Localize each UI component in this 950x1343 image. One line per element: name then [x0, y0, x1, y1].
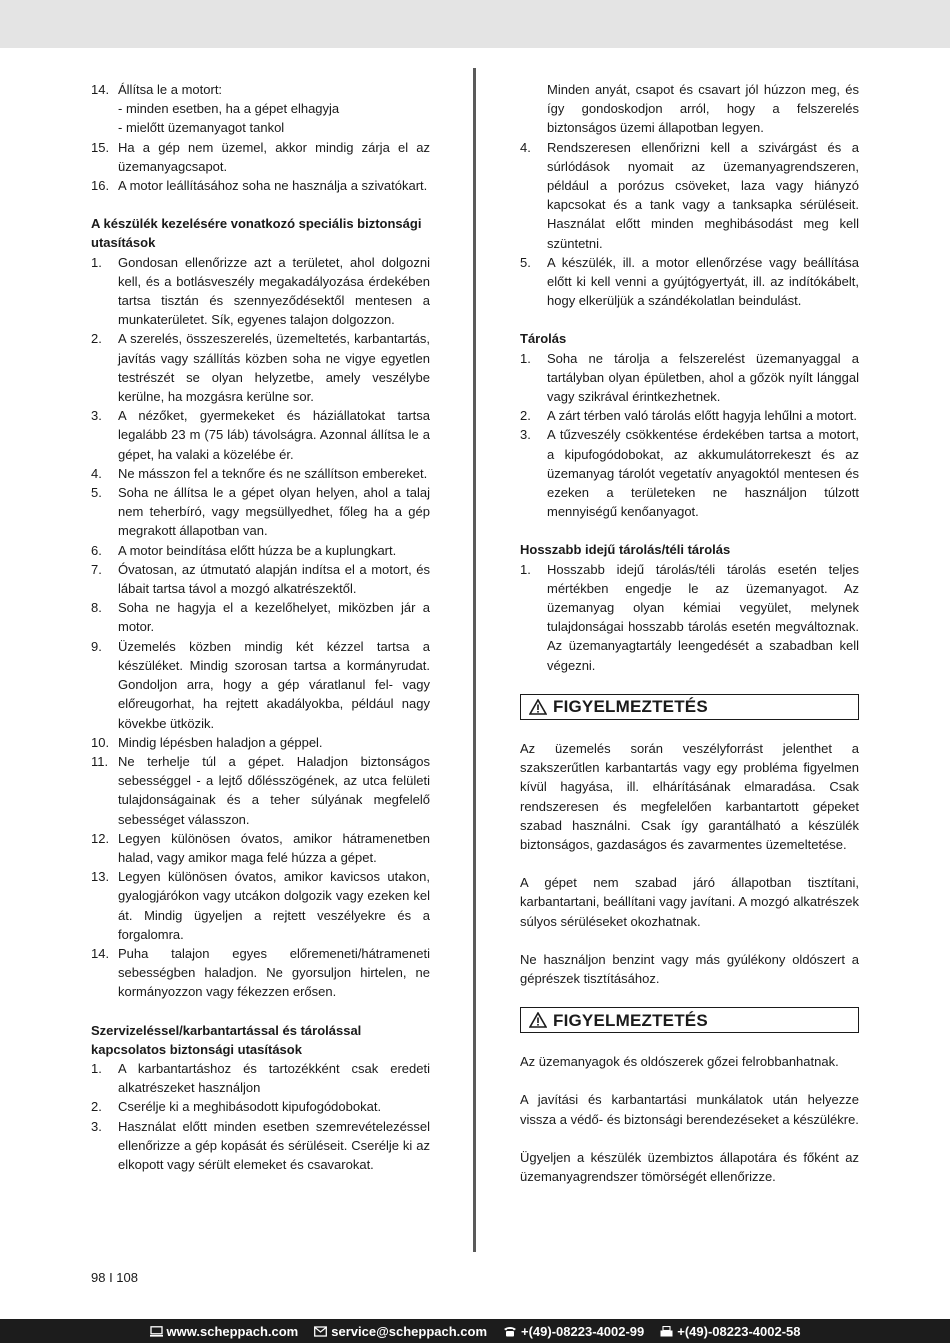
warning-box-1 — [520, 694, 859, 720]
list-long-storage — [520, 560, 859, 675]
list-item — [91, 406, 430, 464]
footer-website[interactable] — [150, 1324, 299, 1339]
footer-fax[interactable] — [660, 1324, 800, 1339]
list-item-number: 14. — [91, 945, 110, 961]
list-item — [91, 80, 430, 99]
list-item-number: 2. — [520, 408, 531, 424]
list-item — [91, 598, 430, 636]
list-item-text: A motor leállításához soha ne használja a szivatókart. — [118, 178, 428, 194]
list-item — [91, 1059, 430, 1097]
footer-email[interactable] — [314, 1324, 487, 1339]
list-item — [520, 560, 859, 675]
warning-triangle-icon — [529, 699, 547, 715]
list-item-text: Rendszeresen ellenőrizni kell a szivárgást és a súrlódások nyomait az üzemanyagrendszeren, például a porózus csöveket, laza vagy hiányzó kapcsokat és a tank vagy a tanksapka sérüléseit. Használat előtt minden meghibásodást meg kell szüntetni. — [547, 139, 859, 251]
list-item — [91, 253, 430, 330]
list-item — [91, 541, 430, 560]
list-item-text: Gondosan ellenőrizze azt a területet, ahol dolgozni kell, és a botlásveszély megakadályozása érdekében tartsa tisztán és szennyeződésektől mentesen a munkaterületet. Sík, egyenes talajon dolgozzon. — [118, 254, 430, 328]
warning-paragraph: Az üzemanyagok és oldószerek gőzei felrobbanhatnak. — [520, 1054, 839, 1070]
footer-email-text: service@scheppach.com — [331, 1323, 488, 1339]
list-item — [91, 752, 430, 829]
warning-paragraph: Ne használjon benzint vagy más gyúlékony oldószert a géprészek tisztításához. — [520, 951, 859, 986]
footer-phone[interactable] — [503, 1324, 644, 1339]
list-item-number: 5. — [520, 254, 531, 270]
heading-operation-safety: A készülék kezelésére vonatkozó speciális biztonsági utasítások — [91, 216, 422, 251]
list-item-text: A karbantartáshoz és tartozékként csak eredeti alkatrészeket használjon — [118, 1060, 430, 1096]
list-item-text: Soha ne állítsa le a gépet olyan helyen, ahol a talaj nem teherbíró, vagy megsüllyedhet, főleg ha a gép megrakott állapotban van. — [118, 485, 430, 539]
phone-icon — [503, 1326, 517, 1337]
list-item-number: 11. — [91, 753, 109, 769]
list-item-text: Puha talajon egyes előremeneti/hátrameneti sebességben haladjon. Ne gyorsuljon hirtelen, ne kormányozzon vagy fékezzen erősen. — [118, 945, 430, 1000]
list-item — [91, 483, 430, 541]
fax-icon — [660, 1326, 673, 1337]
list-item-number: 12. — [91, 830, 110, 846]
page-number: 98 I 108 — [91, 1270, 138, 1285]
list-item-number: 9. — [91, 638, 102, 654]
warning-paragraph: Ügyeljen a készülék üzembiztos állapotára és főként az üzemanyagrendszer tömörségét ellenőrizze. — [520, 1149, 859, 1184]
computer-icon — [150, 1326, 163, 1337]
list-item-text: Soha ne hagyja el a kezelőhelyet, miközben jár a motor. — [118, 600, 430, 635]
list-item-text: A nézőket, gyermekeket és háziállatokat tartsa legalább 23 m (75 láb) távolságra. Azonnal állítsa le a gépet, ha valaki a közelébe ér. — [118, 408, 430, 462]
list-item-number: 1. — [520, 350, 531, 366]
list-item-number: 2. — [91, 331, 102, 347]
list-item — [91, 138, 430, 176]
footer-website-text: www.scheppach.com — [166, 1323, 299, 1339]
list-item — [91, 329, 430, 406]
list-item-number: 1. — [91, 1060, 102, 1076]
list-item-number: 10. — [91, 734, 110, 750]
list-item — [91, 733, 430, 752]
footer-phone-text: +(49)-08223-4002-99 — [521, 1323, 645, 1339]
list-item-text: A zárt térben való tárolás előtt hagyja lehűlni a motort. — [547, 408, 858, 424]
list-item — [91, 944, 430, 1002]
heading-long-storage: Hosszabb idejű tárolás/téli tárolás — [520, 542, 731, 558]
list-item-text: Legyen különösen óvatos, amikor kavicsos utakon, gyalogjárókon vagy utcákon dolgozik vagy ezeken kel át. Mindig ügyeljen a rejtett veszélyekre és a forgalomra. — [118, 869, 430, 942]
list-continuation: Minden anyát, csapot és csavart jól húzzon meg, és így gondoskodjon arról, hogy a felszerelés biztonságos üzemi állapotban legyen. — [547, 82, 859, 136]
list-sub-item: - minden esetben, ha a gépet elhagyja — [118, 101, 340, 117]
list-item — [91, 637, 430, 733]
list-item-number: 1. — [520, 561, 531, 577]
header-band — [0, 0, 950, 48]
left-column — [91, 80, 430, 1174]
list-item-text: Állítsa le a motort: — [118, 82, 223, 97]
list-item-text: Legyen különösen óvatos, amikor hátramenetben halad, vagy amikor maga felé húzza a gépet. — [118, 830, 430, 865]
list-item-number: 7. — [91, 561, 102, 577]
list-item-number: 6. — [91, 542, 102, 558]
list-item-text: Ne másszon fel a teknőre és ne szállítson embereket. — [118, 465, 428, 481]
list-item-number: 3. — [91, 1118, 102, 1134]
footer-bar — [0, 1319, 950, 1343]
list-item — [520, 138, 859, 253]
list-item-number: 5. — [91, 485, 102, 501]
right-column — [520, 80, 859, 1186]
warning-triangle-icon — [529, 1012, 547, 1028]
list-item-text: Üzemelés közben mindig két kézzel tartsa a készüléket. Mindig szorosan tartsa a kormányrudat. Gondoljon arra, hogy a gép váratlanul fel- vagy előreugorhat, ha rejtett akadályokba, például nagy kövekbe ütközik. — [118, 638, 430, 731]
heading-storage: Tárolás — [520, 331, 567, 347]
list-item-number: 13. — [91, 869, 110, 885]
footer-fax-text: +(49)-08223-4002-58 — [677, 1323, 801, 1339]
list-item-number: 16. — [91, 178, 110, 194]
list-item-text: A szerelés, összeszerelés, üzemeltetés, karbantartás, javítás vagy szállítás közben soha ne vigye egyetlen testrészét se olyan helyzetbe, amely veszélybe kerülne, ha mozgásra kerülne sor. — [118, 331, 430, 405]
warning-1-text — [520, 739, 859, 988]
list-item-number: 15. — [91, 139, 110, 155]
list-sub-item: - mielőtt üzemanyagot tankol — [118, 120, 285, 136]
list-item — [91, 867, 430, 944]
list-item — [91, 560, 430, 598]
list-item-text: Hosszabb idejű tárolás/téli tárolás esetén teljes mértékben engedje le az üzemanyagot. Az üzemanyag olyan kémiai vegyület, melynek tulajdonságai hosszabb tárolás esetén megváltoznak. Az üzemanyagtartály leengedését a szabadban kell végezni. — [547, 561, 859, 673]
list-item-text: Cserélje ki a meghibásodott kipufogódobokat. — [118, 1099, 382, 1115]
list-item-number: 4. — [520, 139, 531, 155]
mail-icon — [314, 1326, 327, 1337]
list-item-text: Mindig lépésben haladjon a géppel. — [118, 734, 323, 750]
heading-service-safety: Szervizeléssel/karbantartással és tárolással kapcsolatos biztonsági utasítások — [91, 1022, 362, 1057]
warning-paragraph: A javítási és karbantartási munkálatok után helyezze vissza a védő- és biztonsági berendezéseket a készülékre. — [520, 1092, 859, 1127]
list-service-safety-rest — [520, 138, 859, 311]
list-item-number: 8. — [91, 600, 102, 616]
list-service-safety — [91, 1059, 430, 1174]
list-item-text: Ne terhelje túl a gépet. Haladjon biztonságos sebességgel - a lejtő dőlésszögének, az utca felületi tulajdonságainak és a teher súlyának megfelelő sebességet válasszon. — [118, 753, 430, 827]
list-item-text: Soha ne tárolja a felszerelést üzemanyaggal a tartályban olyan épületben, ahol a gőzök nyílt lánggal vagy szikrával érintkezhetnek. — [547, 350, 859, 405]
list-item — [520, 406, 859, 425]
list-item — [91, 176, 430, 195]
list-item-text: A tűzveszély csökkentése érdekében tartsa a motort, a kipufogódobokat, az akkumulátorrekeszt és az üzemanyag tárolót vegetatív anyagoktól mentesen és ezeken a területeken ne használjon túlzott mennyiségű kenőanyagot. — [547, 427, 859, 520]
list-item — [91, 1117, 430, 1175]
warning-label-1: FIGYELMEZTETÉS — [553, 697, 708, 717]
list-item-text: Ha a gép nem üzemel, akkor mindig zárja el az üzemanyagcsapot. — [118, 139, 430, 174]
list-storage — [520, 349, 859, 522]
warning-paragraph: A gépet nem szabad járó állapotban tisztítani, karbantartani, beállítani vagy javítani. A mozgó alkatrészek súlyos sérüléseket okozhatnak. — [520, 875, 859, 929]
list-item-number: 1. — [91, 254, 102, 270]
list-item-number: 14. — [91, 82, 110, 97]
list-item-number: 3. — [91, 408, 102, 424]
list-engine-stop — [91, 80, 430, 195]
list-item-number: 3. — [520, 427, 531, 443]
list-item — [520, 425, 859, 521]
list-operation-safety — [91, 253, 430, 1002]
list-item-number: 2. — [91, 1099, 102, 1115]
warning-label-2: FIGYELMEZTETÉS — [553, 1010, 708, 1030]
list-item-text: Használat előtt minden esetben szemrevételezéssel ellenőrizze a gép kopását és sérüléseit. Cserélje ki az elkopott vagy sérült elemeket és csavarokat. — [118, 1118, 430, 1172]
warning-box-2 — [520, 1007, 859, 1033]
list-item-number: 4. — [91, 465, 102, 481]
list-item-text: A motor beindítása előtt húzza be a kuplungkart. — [118, 542, 397, 558]
warning-2-text — [520, 1052, 859, 1186]
list-item — [91, 829, 430, 867]
list-item-text: A készülék, ill. a motor ellenőrzése vagy beállítása előtt ki kell venni a gyújtógyertyát, ill. az indítókábelt, hogy elkerüljük a szándékolatlan beindulást. — [547, 254, 859, 309]
list-item — [91, 1097, 430, 1116]
list-item — [91, 464, 430, 483]
list-item — [520, 253, 859, 311]
column-divider — [473, 68, 476, 1252]
list-item-text: Óvatosan, az útmutató alapján indítsa el a motort, és lábait tartsa távol a mozgó alkatrészektől. — [118, 561, 430, 597]
list-item — [520, 349, 859, 407]
warning-paragraph: Az üzemelés során veszélyforrást jelenthet a szakszerűtlen karbantartás vagy egy probléma figyelmen kívül hagyása, ill. elhárításának elmaradása. Csak rendszeresen és megfelelően karbantartott gépeket szabad használni. Csak így garantálható a készülék biztonságos, gazdaságos és zavarmentes üzemeltetése. — [520, 740, 859, 852]
